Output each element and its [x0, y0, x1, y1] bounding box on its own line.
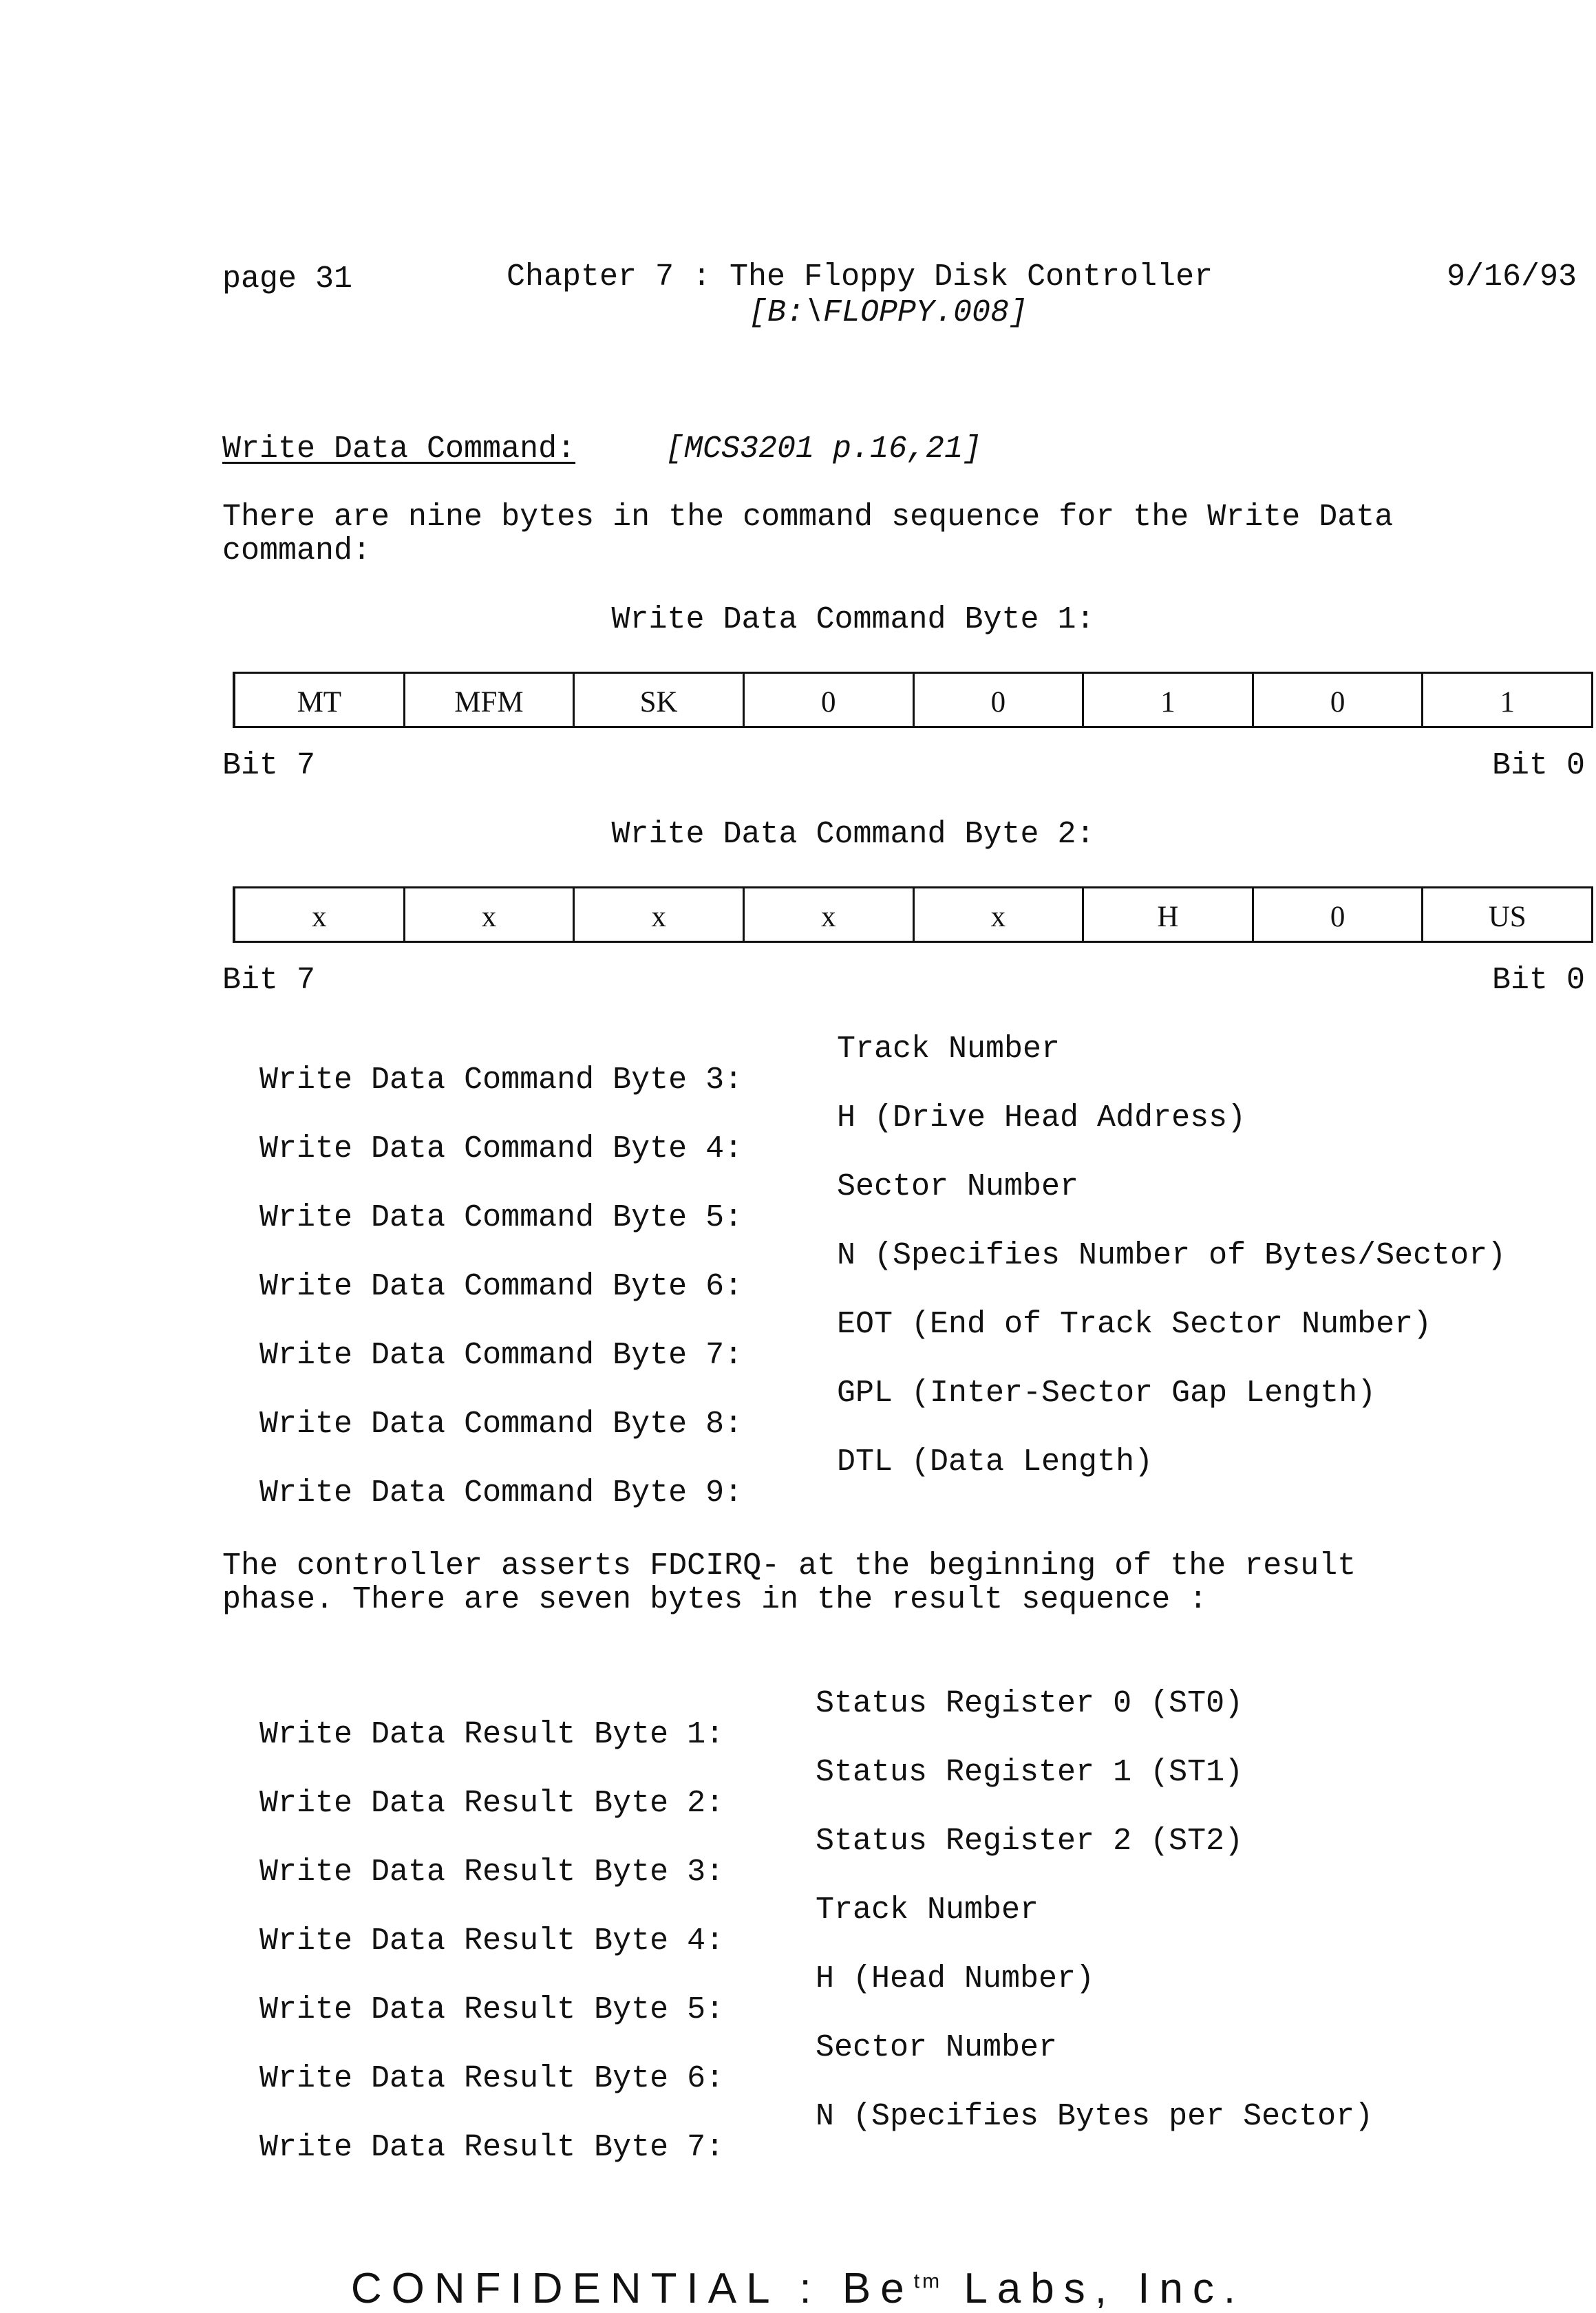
byte2-bit-2: H	[1084, 888, 1254, 941]
command-byte-label: Write Data Command Byte 6:	[259, 1269, 743, 1304]
trademark-mark: tm	[913, 2270, 943, 2293]
result-byte-value: Status Register 1 (ST1)	[816, 1755, 1244, 1790]
result-byte-label: Write Data Result Byte 5:	[259, 1992, 725, 2027]
footer-text: CONFIDENTIAL : Be	[350, 2265, 914, 2312]
intro-line-2: command:	[222, 533, 372, 568]
byte1-bit-table	[233, 672, 1593, 728]
byte2-bit-1: 0	[1254, 888, 1424, 941]
byte1-bit-7: MT	[235, 674, 405, 726]
confidential-footer	[0, 2264, 1596, 2313]
byte2-bit-7: x	[235, 888, 405, 941]
byte2-bit-0: US	[1488, 900, 1526, 933]
byte1-bit-4: 0	[745, 674, 915, 726]
command-byte-label: Write Data Command Byte 9:	[259, 1475, 743, 1511]
byte1-right-label: Bit 0	[1492, 748, 1586, 783]
byte1-bit-1: 0	[1254, 674, 1424, 726]
page-number: page 31	[222, 262, 353, 297]
result-byte-value: Sector Number	[816, 2030, 1058, 2065]
result-byte-value: Status Register 2 (ST2)	[816, 1824, 1244, 1859]
byte1-bit-3: 0	[915, 674, 1085, 726]
header-date: 9/16/93	[1447, 259, 1577, 295]
command-byte-value: EOT (End of Track Sector Number)	[837, 1307, 1432, 1342]
section-title: Write Data Command:	[222, 431, 576, 467]
result-intro-line-2: phase. There are seven bytes in the result sequence :	[222, 1582, 1208, 1617]
result-byte-label: Write Data Result Byte 7:	[259, 2130, 725, 2165]
result-byte-value: N (Specifies Bytes per Sector)	[816, 2099, 1374, 2134]
byte1-bit-6: MFM	[405, 674, 575, 726]
command-byte-label: Write Data Command Byte 7:	[259, 1338, 743, 1373]
byte2-bit-table	[233, 886, 1593, 943]
result-byte-label: Write Data Result Byte 4:	[259, 1923, 725, 1959]
command-byte-value: N (Specifies Number of Bytes/Sector)	[837, 1238, 1507, 1273]
command-byte-label: Write Data Command Byte 4:	[259, 1131, 743, 1166]
result-byte-value: Track Number	[816, 1893, 1039, 1928]
byte2-bit-6: x	[405, 888, 575, 941]
result-byte-label: Write Data Result Byte 2:	[259, 1786, 725, 1821]
byte1-left-label: Bit 7	[222, 748, 316, 783]
byte2-right-label: Bit 0	[1492, 963, 1586, 998]
byte1-caption: Write Data Command Byte 1:	[611, 602, 1095, 637]
byte2-bit-5: x	[575, 888, 745, 941]
result-byte-row	[222, 2099, 1374, 2194]
command-byte-label: Write Data Command Byte 3:	[259, 1063, 743, 1098]
footer-text-2: Labs, Inc.	[942, 2265, 1246, 2312]
byte2-caption: Write Data Command Byte 2:	[611, 817, 1095, 852]
result-byte-value: H (Head Number)	[816, 1961, 1095, 1996]
result-byte-label: Write Data Result Byte 6:	[259, 2061, 725, 2096]
result-byte-label: Write Data Result Byte 3:	[259, 1855, 725, 1890]
byte1-bit-0: 1	[1500, 685, 1515, 718]
result-byte-label: Write Data Result Byte 1:	[259, 1717, 725, 1752]
byte2-bit-4: x	[745, 888, 915, 941]
file-reference: [B:\FLOPPY.008]	[749, 295, 1028, 330]
command-byte-value: Sector Number	[837, 1169, 1079, 1204]
section-reference: [MCS3201 p.16,21]	[666, 431, 982, 467]
chapter-title: Chapter 7 : The Floppy Disk Controller	[507, 259, 1213, 295]
command-byte-label: Write Data Command Byte 8:	[259, 1407, 743, 1442]
command-byte-value: DTL (Data Length)	[837, 1445, 1153, 1480]
byte2-left-label: Bit 7	[222, 963, 316, 998]
command-byte-value: H (Drive Head Address)	[837, 1100, 1246, 1136]
result-byte-value: Status Register 0 (ST0)	[816, 1686, 1244, 1721]
command-byte-value: GPL (Inter-Sector Gap Length)	[837, 1376, 1376, 1411]
intro-line-1: There are nine bytes in the command sequence for the Write Data	[222, 500, 1394, 535]
command-byte-value: Track Number	[837, 1032, 1061, 1067]
byte2-bit-3: x	[915, 888, 1085, 941]
command-byte-label: Write Data Command Byte 5:	[259, 1200, 743, 1235]
byte1-bit-2: 1	[1084, 674, 1254, 726]
byte1-bit-5: SK	[575, 674, 745, 726]
command-byte-row	[222, 1445, 1153, 1539]
result-intro-line-1: The controller asserts FDCIRQ- at the beginning of the result	[222, 1548, 1356, 1584]
